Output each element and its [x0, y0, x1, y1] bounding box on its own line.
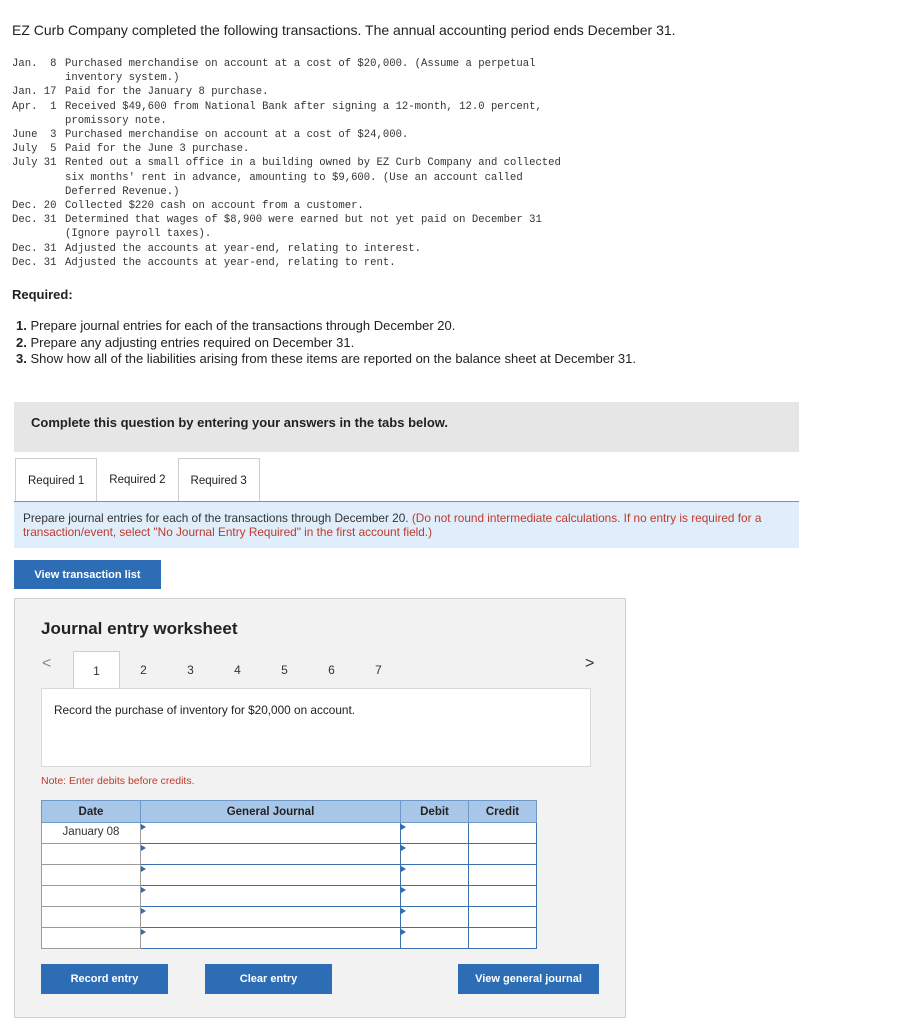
date-header: Date [42, 801, 141, 823]
transaction-text: Adjusted the accounts at year-end, relating to interest. [65, 242, 422, 255]
problem-title: EZ Curb Company completed the following transactions. The annual accounting period ends December 31. [12, 22, 676, 38]
transaction-text: Paid for the January 8 purchase. [65, 86, 269, 99]
transaction-date: June 3 [12, 129, 57, 142]
clear-entry-button[interactable]: Clear entry [205, 964, 332, 994]
table-row [42, 844, 537, 865]
step-1[interactable]: 1 [73, 651, 120, 690]
account-field[interactable] [141, 907, 401, 928]
transaction-text: Determined that wages of $8,900 were earned but not yet paid on December 31 (Ignore payroll taxes). [65, 214, 542, 241]
worksheet-step-nav [73, 651, 402, 690]
instructions-box [14, 502, 799, 548]
journal-entry-worksheet [14, 598, 626, 1018]
credit-header: Credit [469, 801, 537, 823]
transaction-row [12, 142, 585, 156]
chevron-right-icon[interactable]: > [585, 655, 595, 672]
date-cell [42, 844, 141, 865]
account-field[interactable] [141, 823, 401, 844]
debit-header: Debit [401, 801, 469, 823]
debit-field[interactable] [401, 886, 469, 907]
date-cell [42, 928, 141, 949]
requirement-number: 1. [16, 318, 27, 333]
transaction-row [12, 256, 585, 270]
requirement-tabs [15, 458, 260, 502]
complete-question-text: Complete this question by entering your answers in the tabs below. [31, 415, 449, 430]
view-general-journal-button[interactable]: View general journal [458, 964, 599, 994]
requirement-item [16, 335, 636, 352]
transaction-list [12, 57, 585, 270]
transaction-row [12, 156, 585, 199]
transaction-text: Rented out a small office in a building owned by EZ Curb Company and collected six months' rent in advance, amounting to $9,600. (Use an account called Deferred Revenue.) [65, 157, 561, 198]
account-field[interactable] [141, 865, 401, 886]
chevron-left-icon[interactable]: < [42, 655, 52, 672]
requirement-number: 3. [16, 351, 27, 366]
account-field[interactable] [141, 886, 401, 907]
transaction-text: Purchased merchandise on account at a cost of $20,000. (Assume a perpetual inventory system.) [65, 58, 536, 85]
transaction-text: Collected $220 cash on account from a customer. [65, 200, 364, 213]
transaction-text: Received $49,600 from National Bank after signing a 12-month, 12.0 percent, promissory note. [65, 100, 542, 127]
debit-field[interactable] [401, 907, 469, 928]
credit-field[interactable] [469, 886, 537, 907]
credit-field[interactable] [469, 823, 537, 844]
instructions-warning: (Do not round intermediate calculations. If no entry is required for a transaction/event, select "No Journal Entry Required" in the first account field.) [23, 511, 762, 539]
journal-table [41, 800, 537, 949]
step-7[interactable]: 7 [375, 663, 382, 677]
transaction-date: Apr. 1 [12, 100, 57, 113]
requirements-list [16, 318, 636, 368]
transaction-text: Paid for the June 3 purchase. [65, 143, 250, 156]
table-row [42, 928, 537, 949]
debits-note: Note: Enter debits before credits. [41, 775, 195, 787]
general-journal-header: General Journal [141, 801, 401, 823]
transaction-row [12, 100, 585, 128]
transaction-date: Dec. 31 [12, 214, 57, 227]
transaction-date: Dec. 31 [12, 242, 57, 255]
requirement-text: Show how all of the liabilities arising from these items are reported on the balance sheet at December 31. [26, 351, 637, 366]
tab-required-1[interactable]: Required 1 [15, 458, 97, 502]
credit-field[interactable] [469, 865, 537, 886]
credit-field[interactable] [469, 928, 537, 949]
requirement-text: Prepare journal entries for each of the transactions through December 20. [26, 318, 456, 333]
step-6[interactable]: 6 [328, 663, 335, 677]
transaction-date: Dec. 20 [12, 200, 57, 213]
record-entry-button[interactable]: Record entry [41, 964, 168, 994]
required-heading: Required: [12, 287, 73, 302]
transaction-row [12, 242, 585, 256]
table-row [42, 823, 537, 844]
table-row [42, 865, 537, 886]
requirement-number: 2. [16, 334, 27, 350]
entry-description-box [41, 688, 591, 767]
transaction-date: Dec. 31 [12, 256, 57, 269]
transaction-date: Jan. 17 [12, 86, 57, 99]
table-row [42, 907, 537, 928]
step-2[interactable]: 2 [140, 663, 147, 677]
step-4[interactable]: 4 [234, 663, 241, 677]
transaction-row [12, 213, 585, 241]
step-3[interactable]: 3 [187, 663, 194, 677]
table-row [42, 886, 537, 907]
date-cell [42, 865, 141, 886]
tab-required-2[interactable]: Required 2 [97, 458, 177, 502]
transaction-row [12, 85, 585, 99]
worksheet-title: Journal entry worksheet [41, 619, 238, 638]
credit-field[interactable] [469, 907, 537, 928]
debit-field[interactable] [401, 823, 469, 844]
instructions-text: Prepare journal entries for each of the transactions through December 20. [23, 511, 412, 525]
transaction-row [12, 128, 585, 142]
date-cell[interactable]: January 08 [42, 823, 141, 844]
date-cell [42, 886, 141, 907]
account-field[interactable] [141, 844, 401, 865]
complete-question-banner [14, 402, 799, 452]
debit-field[interactable] [401, 844, 469, 865]
transaction-date: Jan. 8 [12, 58, 57, 70]
step-5[interactable]: 5 [281, 663, 288, 677]
tab-required-3[interactable]: Required 3 [178, 458, 260, 502]
transaction-date: July 5 [12, 143, 57, 156]
debit-field[interactable] [401, 865, 469, 886]
transaction-text: Purchased merchandise on account at a cost of $24,000. [65, 129, 409, 142]
requirement-text: Prepare any adjusting entries required on December 31. [26, 334, 355, 350]
transaction-row [12, 57, 585, 85]
view-transaction-list-button[interactable]: View transaction list [14, 560, 161, 589]
entry-description: Record the purchase of inventory for $20,000 on account. [54, 703, 356, 717]
credit-field[interactable] [469, 844, 537, 865]
transaction-text: Adjusted the accounts at year-end, relating to rent. [65, 256, 396, 269]
requirement-item [16, 318, 636, 335]
transaction-date: July 31 [12, 157, 57, 170]
debit-field[interactable] [401, 928, 469, 949]
transaction-row [12, 199, 585, 213]
date-cell [42, 907, 141, 928]
account-field[interactable] [141, 928, 401, 949]
requirement-item [16, 351, 636, 368]
